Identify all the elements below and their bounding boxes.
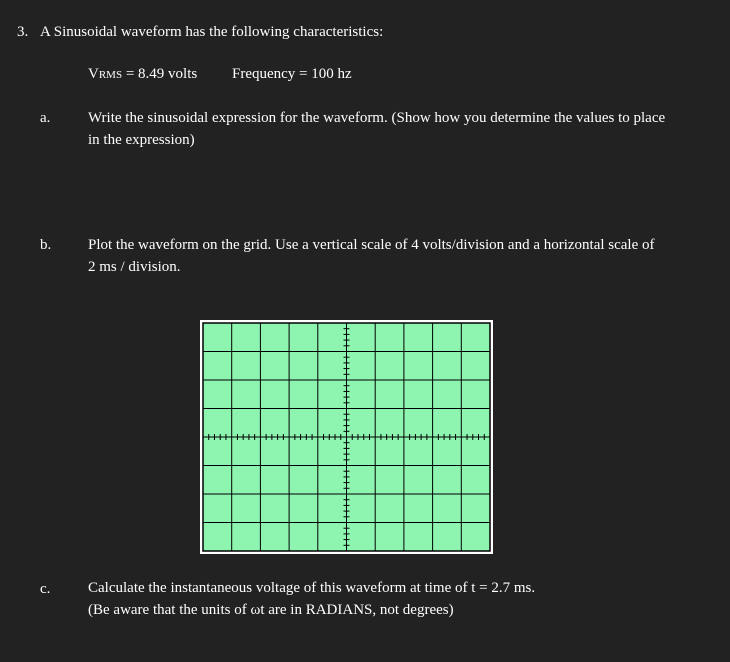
part-a-line1: Write the sinusoidal expression for the waveform. (Show how you determine the values to place — [88, 110, 666, 126]
part-b-line2: 2 ms / division. — [88, 259, 181, 275]
question-text: A Sinusoidal waveform has the following characteristics: — [40, 24, 384, 40]
part-b-label: b. — [40, 237, 52, 253]
oscilloscope-grid — [200, 320, 493, 554]
part-c-line1: Calculate the instantaneous voltage of this waveform at time of t = 2.7 ms. — [88, 580, 536, 596]
grid-svg — [200, 320, 493, 554]
part-a-label: a. — [40, 110, 51, 126]
part-c-label: c. — [40, 581, 51, 597]
part-b-line1: Plot the waveform on the grid. Use a vertical scale of 4 volts/division and a horizontal scale of — [88, 237, 655, 253]
part-a-line2: in the expression) — [88, 132, 195, 148]
vrms-prefix: V — [88, 66, 99, 82]
vrms-value: = 8.49 volts — [122, 66, 198, 82]
part-a-text — [88, 107, 665, 151]
question-number: 3. — [17, 24, 29, 40]
part-c-text — [88, 577, 535, 621]
frequency-spec: Frequency = 100 hz — [232, 66, 352, 82]
part-c-line2: (Be aware that the units of ωt are in RADIANS, not degrees) — [88, 602, 454, 618]
vrms-subscript: RMS — [98, 69, 123, 81]
part-b-text — [88, 234, 655, 278]
vrms-spec — [88, 66, 197, 83]
